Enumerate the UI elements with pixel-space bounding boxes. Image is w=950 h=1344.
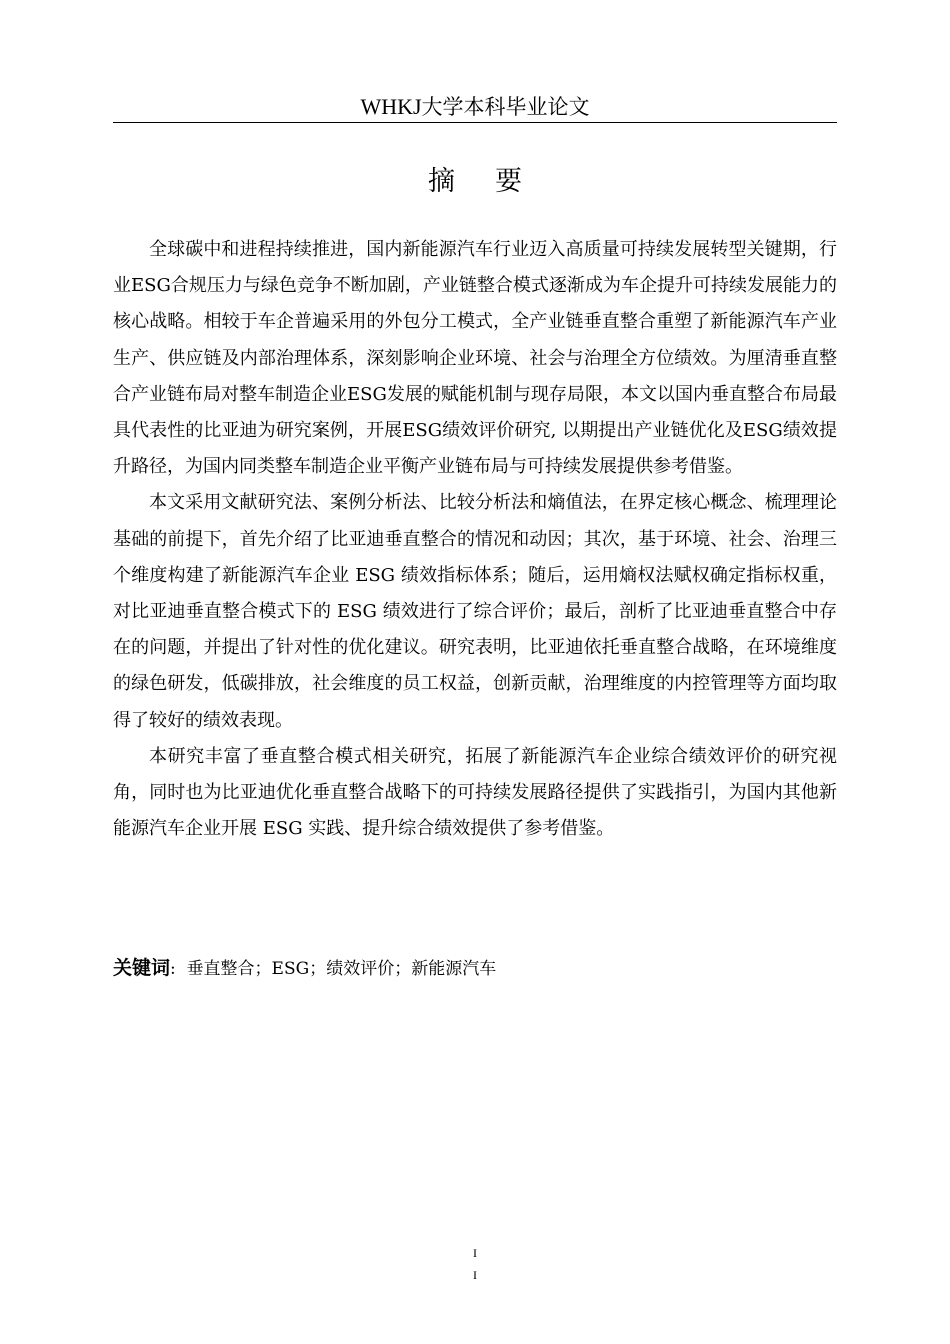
keywords-separator: : (170, 959, 176, 979)
abstract-title: 摘要 (428, 166, 562, 197)
header-cn: 大学本科毕业论文 (421, 95, 590, 119)
abstract-paragraph-2: 本文采用文献研究法、案例分析法、比较分析法和熵值法，在界定核心概念、梳理理论基础的前提下，首先介绍了比亚迪垂直整合的情况和动因；其次，基于环境、社会、治理三个维度构建了新能源汽车企业 ESG 绩效指标体系；随后，运用熵权法赋权确定指标权重，对比亚迪垂直整合模式下的 ESG 绩效进行了综合评价；最后，剖析了比亚迪垂直整合中存在的问题，并提出了针对性的优化建议。研究表明，比亚迪依托垂直整合战略，在环境维度的绿色研发，低碳排放，社会维度的员工权益，创新贡献，治理维度的内控管理等方面均取得了较好的绩效表现。 (113, 492, 837, 731)
keywords-label: 关键词 (113, 957, 171, 979)
keywords-text: 垂直整合；ESG；绩效评价；新能源汽车 (186, 959, 497, 979)
keywords-line (113, 950, 837, 987)
page-number-footer: I (473, 1268, 477, 1282)
abstract-paragraph-1: 全球碳中和进程持续推进，国内新能源汽车行业迈入高质量可持续发展转型关键期，行业ESG合规压力与绿色竞争不断加剧，产业链整合模式逐渐成为车企提升可持续发展能力的核心战略。相较于车企普遍采用的外包分工模式，全产业链垂直整合重塑了新能源汽车产业生产、供应链及内部治理体系，深刻影响企业环境、社会与治理全方位绩效。为厘清垂直整合产业链布局对整车制造企业ESG发展的赋能机制与现存局限，本文以国内垂直整合布局最具代表性的比亚迪为研究案例，开展ESG绩效评价研究, 以期提出产业链优化及ESG绩效提升路径，为国内同类整车制造企业平衡产业链布局与可持续发展提供参考借鉴。 (113, 239, 837, 478)
abstract-paragraph-3: 本研究丰富了垂直整合模式相关研究，拓展了新能源汽车企业综合绩效评价的研究视角，同时也为比亚迪优化垂直整合战略下的可持续发展路径提供了实践指引，为国内其他新能源汽车企业开展 ESG 实践、提升综合绩效提供了参考借鉴。 (113, 745, 837, 840)
page-number: I (473, 1246, 477, 1260)
abstract-body (113, 232, 837, 847)
header-latin: WHKJ (360, 94, 422, 119)
header-rule (113, 122, 837, 123)
running-header (0, 93, 950, 121)
